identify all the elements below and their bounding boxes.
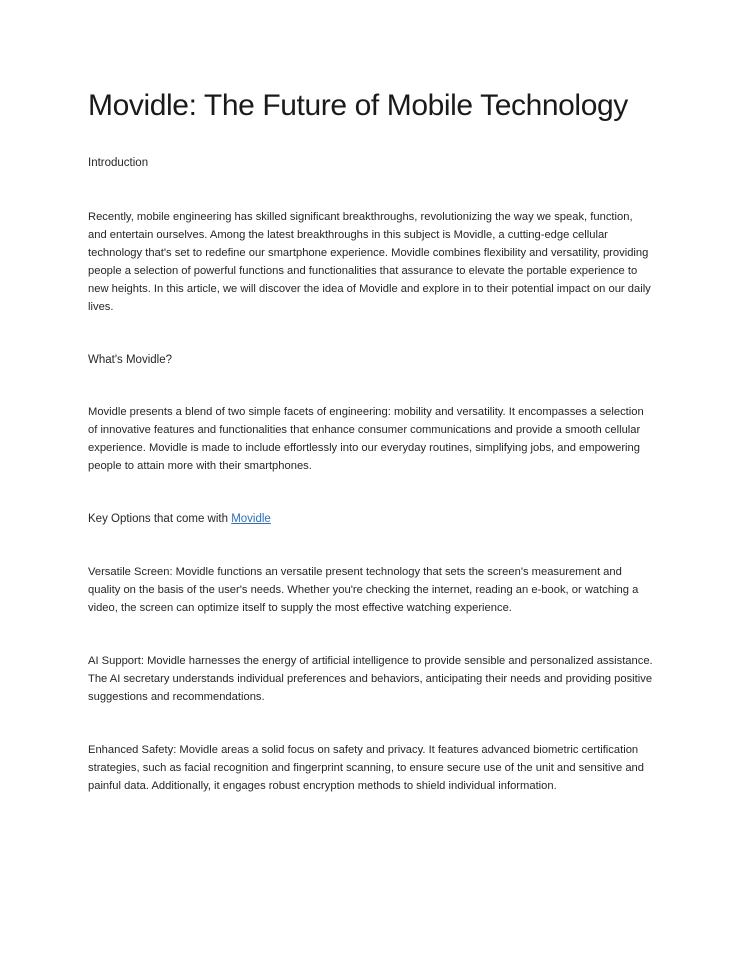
what-heading: What's Movidle?	[88, 354, 173, 366]
what-paragraph: Movidle presents a blend of two simple facets of engineering: mobility and versatility. It encompasses a selection of innovative features and functionalities that enhance consumer communications and provide a smooth cellular experience. Movidle is made to include effortlessly into our everyday routines, simplifying jobs, and empowering people to attain more with their smartphones.	[88, 406, 644, 472]
enhanced-safety-paragraph: Enhanced Safety: Movidle areas a solid focus on safety and privacy. It features advanced biometric certification strategies, such as facial recognition and fingerprint scanning, to ensure secure use of the unit and sensitive and painful data. Additionally, it engages robust encryption methods to shield individual information.	[88, 744, 644, 792]
ai-support-paragraph: AI Support: Movidle harnesses the energy of artificial intelligence to provide sensible and personalized assistance. The AI secretary understands individual preferences and behaviors, anticipating their needs and providing positive suggestions and recommendations.	[88, 655, 653, 703]
intro-heading: Introduction	[88, 157, 149, 169]
movidle-link[interactable]: Movidle	[231, 513, 271, 525]
intro-paragraph: Recently, mobile engineering has skilled significant breakthroughs, revolutionizing the way we speak, function, and entertain ourselves. Among the latest breakthroughs in this subject is Movidle, a cutting-edge cellular technology that's set to redefine our smartphone experience. Movidle combines flexibility and versatility, providing people a selection of powerful functions and functionalities that assurance to elevate the portable experience to new heights. In this article, we will discover the idea of Movidle and explore in to their potential impact on our daily lives.	[88, 211, 651, 313]
key-options-prefix: Key Options that come with	[88, 513, 232, 525]
document-title: Movidle: The Future of Mobile Technology	[88, 89, 628, 122]
versatile-screen-paragraph: Versatile Screen: Movidle functions an versatile present technology that sets the screen's measurement and quality on the basis of the user's needs. Whether you're checking the internet, reading an e-book, or watching a video, the screen can optimize itself to supply the most effective watching experience.	[88, 566, 639, 614]
key-options-heading	[88, 510, 654, 528]
